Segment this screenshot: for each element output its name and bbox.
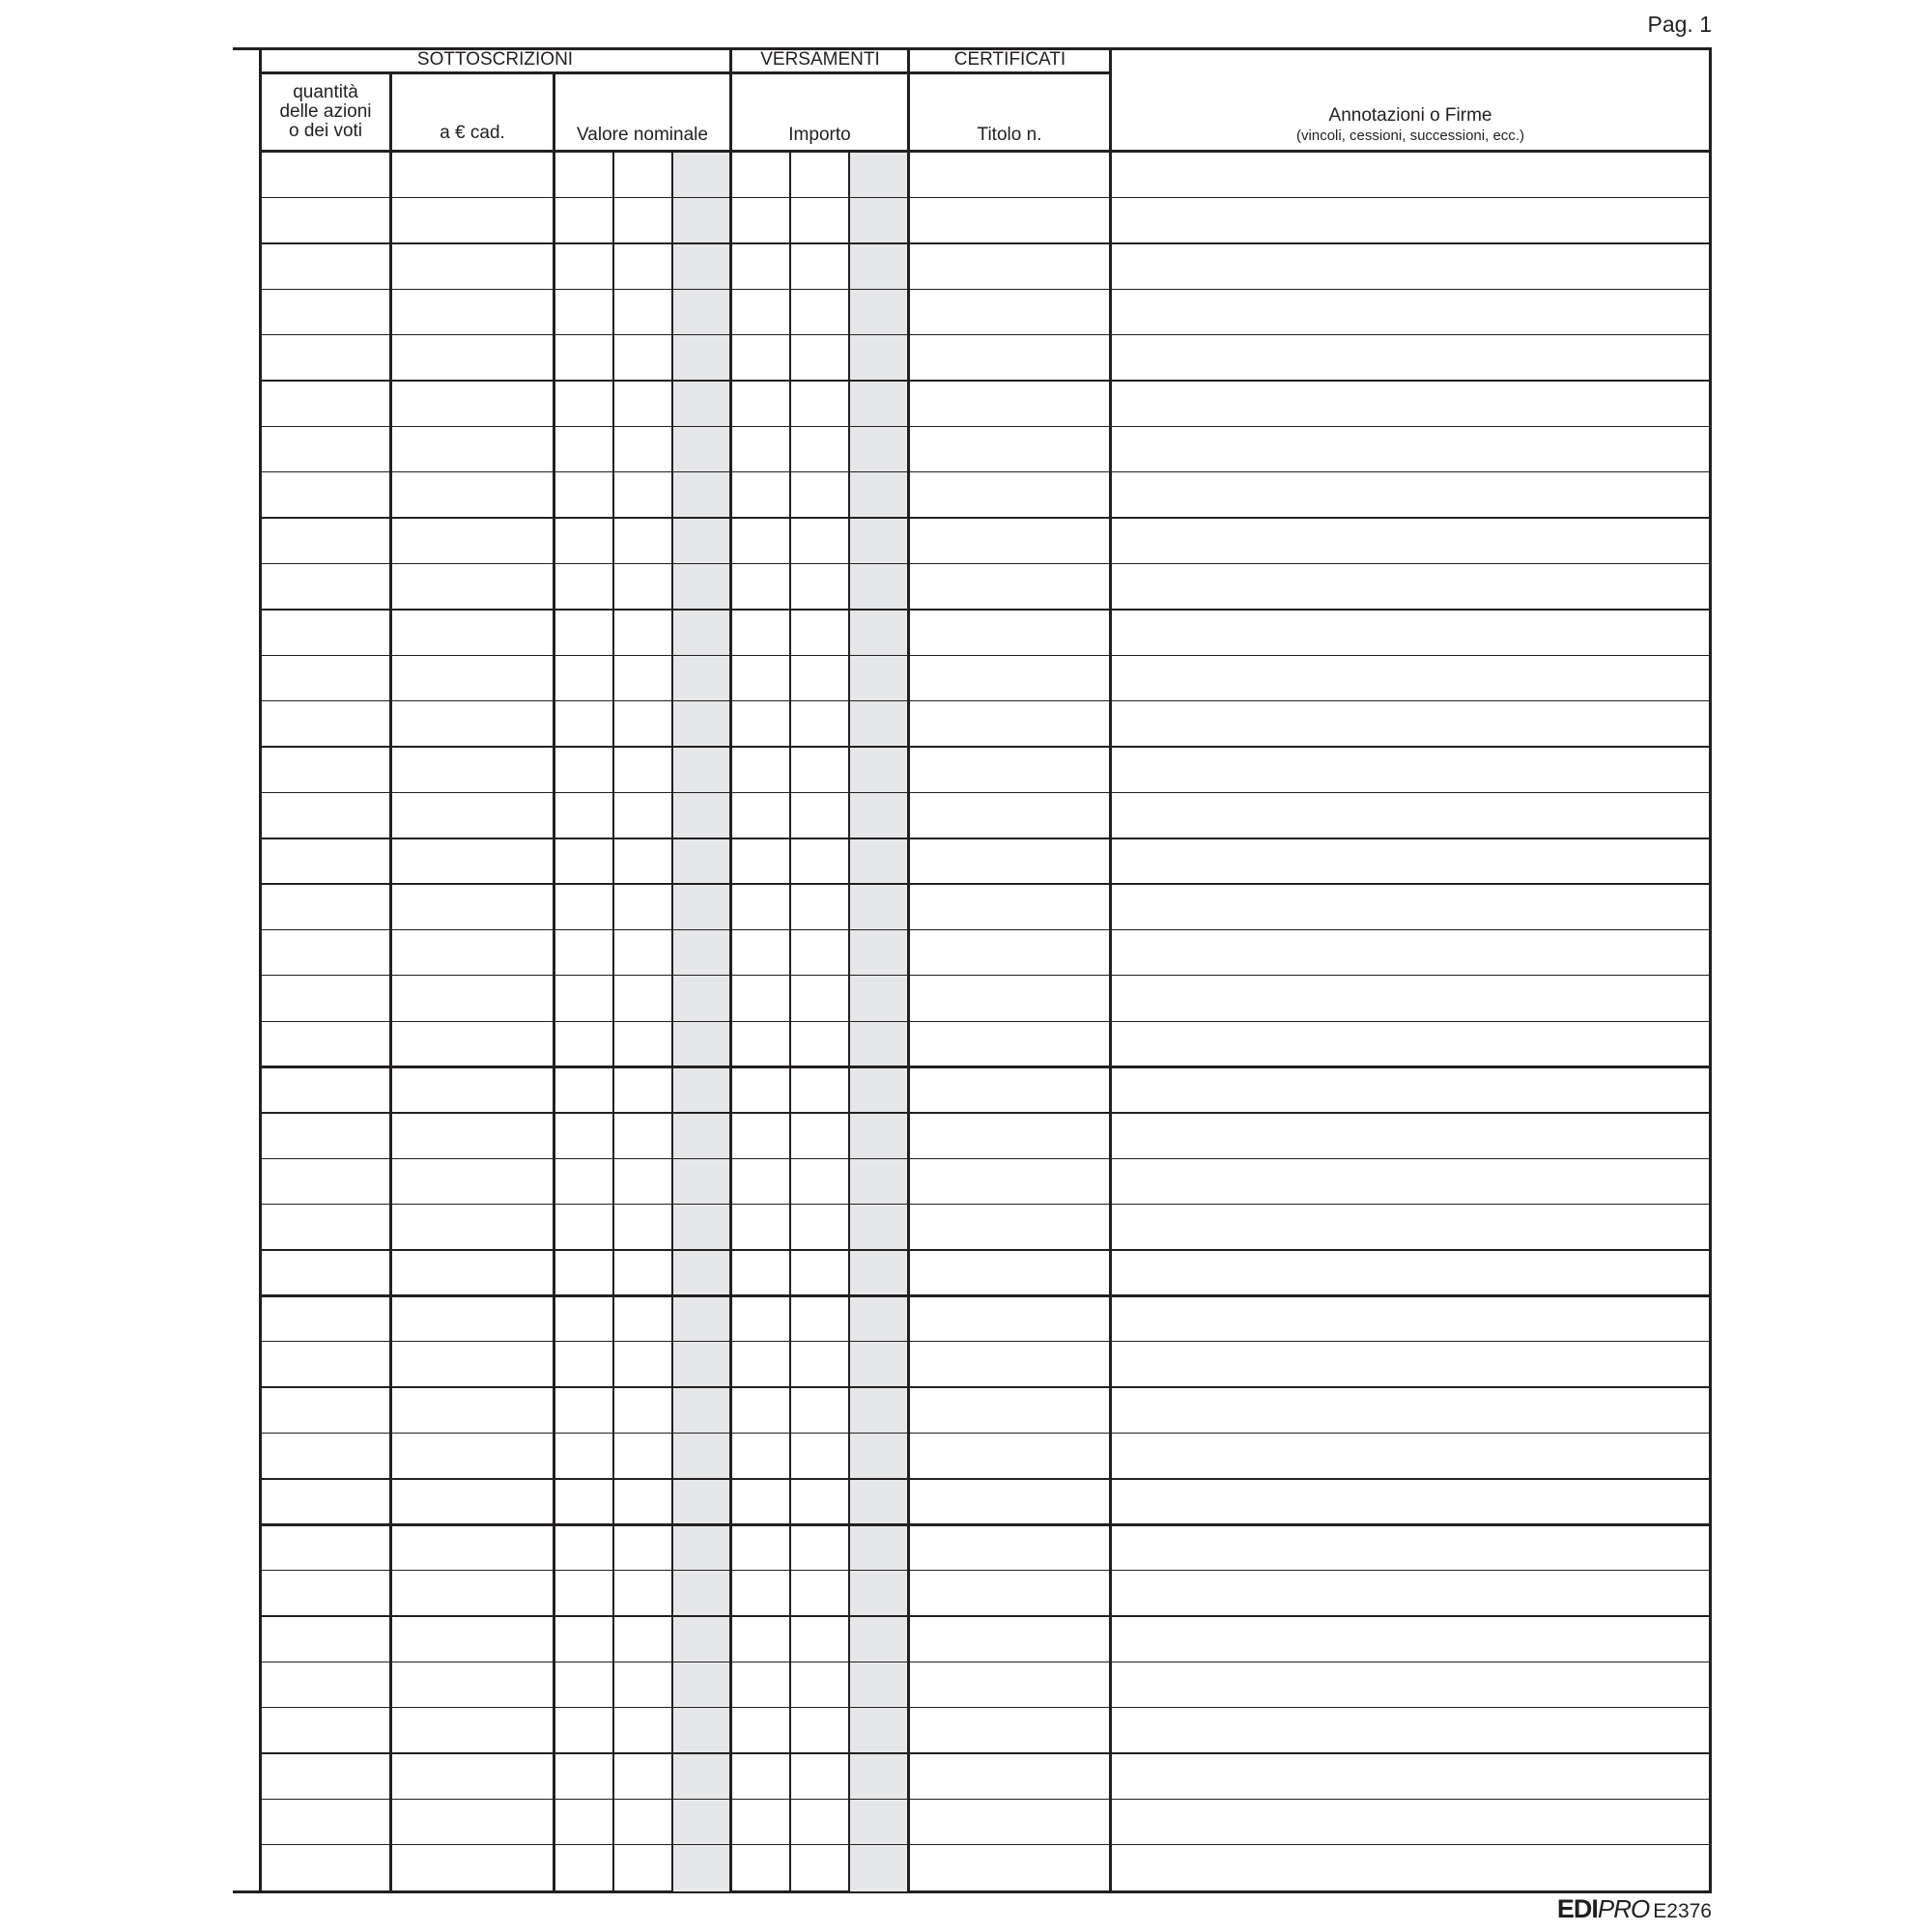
- header-quantita: [261, 83, 390, 141]
- row-separator: [259, 563, 1712, 564]
- row-group-separator: [259, 1065, 1712, 1068]
- row-group-separator: [259, 1294, 1712, 1297]
- importo-subdivider-2: [848, 152, 850, 1892]
- row-separator: [259, 1021, 1712, 1022]
- divider-cad-valore: [553, 72, 555, 1892]
- footer: [1557, 1894, 1712, 1924]
- row-separator: [259, 1615, 1712, 1616]
- row-separator: [259, 929, 1712, 930]
- row-separator: [259, 1844, 1712, 1845]
- row-separator: [259, 242, 1712, 243]
- row-separator: [259, 1341, 1712, 1342]
- header-quantita-line-3: o dei voti: [288, 121, 363, 141]
- header-titolo: Titolo n.: [977, 125, 1042, 145]
- row-separator: [259, 792, 1712, 793]
- header-valore-nominale: Valore nominale: [577, 125, 708, 145]
- brand-logo-pro: PRO: [1597, 1894, 1650, 1923]
- row-separator: [259, 1249, 1712, 1250]
- header-versamenti: VERSAMENTI: [760, 49, 880, 70]
- header-annotazioni-note: (vincoli, cessioni, successioni, ecc.): [1296, 128, 1524, 144]
- header-importo: Importo: [788, 125, 851, 145]
- row-separator: [259, 1204, 1712, 1205]
- row-separator: [259, 975, 1712, 976]
- row-separator: [259, 289, 1712, 290]
- ledger-table: [259, 47, 1712, 1892]
- header-quantita-line-1: quantità: [293, 82, 358, 102]
- row-group-separator: [259, 1752, 1712, 1755]
- header-certificati: CERTIFICATI: [953, 49, 1066, 70]
- row-separator: [259, 426, 1712, 427]
- row-group-separator: [259, 1523, 1712, 1526]
- header-bottom-line: [259, 150, 1712, 153]
- row-separator: [259, 1386, 1712, 1387]
- row-separator: [259, 1570, 1712, 1571]
- valore-subdivider-2: [671, 152, 673, 1892]
- row-separator: [259, 1478, 1712, 1479]
- row-separator: [259, 746, 1712, 747]
- importo-subdivider-1: [789, 152, 791, 1892]
- group-header-underline: [259, 71, 1111, 74]
- valore-subdivider-1: [612, 152, 614, 1892]
- row-separator: [259, 471, 1712, 472]
- row-separator: [259, 1433, 1712, 1434]
- row-separator: [259, 1707, 1712, 1708]
- row-separator: [259, 1112, 1712, 1113]
- row-separator: [259, 517, 1712, 518]
- header-sottoscrizioni: SOTTOSCRIZIONI: [416, 49, 574, 70]
- row-separator: [259, 197, 1712, 198]
- form-code: E2376: [1653, 1900, 1712, 1922]
- header-annotazioni: Annotazioni o Firme: [1328, 105, 1492, 126]
- brand-logo-edi: EDI: [1556, 1894, 1598, 1923]
- divider-quantita-cad: [389, 72, 392, 1892]
- row-group-separator: [259, 838, 1712, 840]
- page-number: Pag. 1: [1647, 12, 1712, 37]
- row-separator: [259, 1158, 1712, 1159]
- row-separator: [259, 1799, 1712, 1800]
- row-group-separator: [259, 380, 1712, 383]
- row-group-separator: [259, 609, 1712, 611]
- row-separator: [259, 883, 1712, 884]
- header-quantita-line-2: delle azioni: [279, 101, 372, 122]
- row-separator: [259, 334, 1712, 335]
- row-separator: [259, 700, 1712, 701]
- header-a-cad: a € cad.: [440, 123, 505, 143]
- row-separator: [259, 655, 1712, 656]
